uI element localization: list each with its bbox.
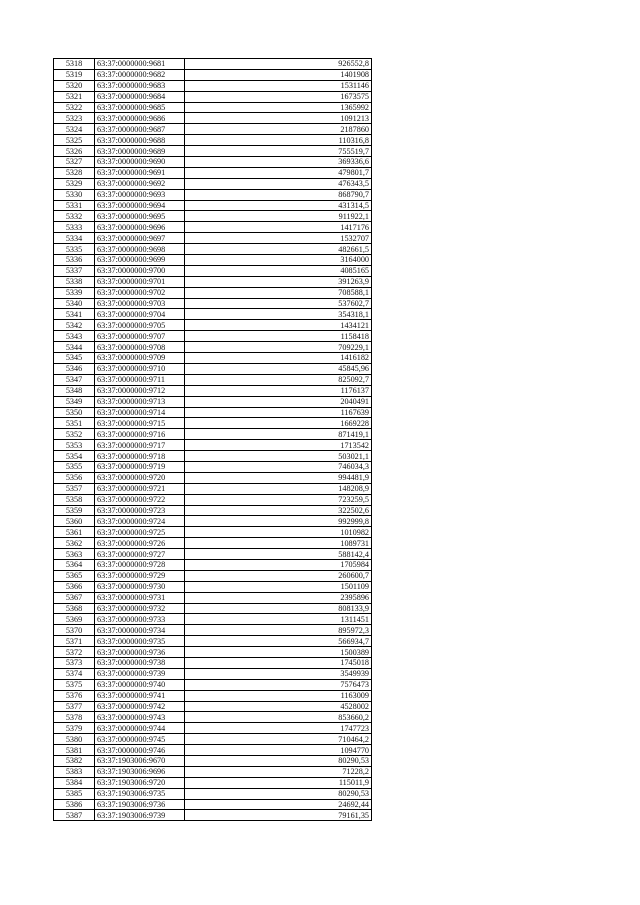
table-row [54, 756, 372, 767]
value-cell: 24692,44 [185, 799, 372, 810]
table-row [54, 538, 372, 549]
value-cell: 1091213 [185, 113, 372, 124]
cadastral-number-cell: 63:37:0000000:9722 [95, 494, 185, 505]
cadastral-number-cell: 63:37:0000000:9730 [95, 581, 185, 592]
table-row [54, 647, 372, 658]
value-cell: 871419,1 [185, 429, 372, 440]
value-cell: 1500389 [185, 647, 372, 658]
table-row [54, 668, 372, 679]
cadastral-number-cell: 63:37:0000000:9683 [95, 80, 185, 91]
row-number-cell: 5322 [54, 102, 95, 113]
value-cell: 1158418 [185, 331, 372, 342]
table-row [54, 157, 372, 168]
cadastral-number-cell: 63:37:0000000:9702 [95, 287, 185, 298]
cadastral-number-cell: 63:37:0000000:9712 [95, 385, 185, 396]
table-row [54, 625, 372, 636]
cadastral-number-cell: 63:37:0000000:9684 [95, 91, 185, 102]
value-cell: 537602,7 [185, 298, 372, 309]
value-cell: 2040491 [185, 396, 372, 407]
cadastral-number-cell: 63:37:0000000:9693 [95, 189, 185, 200]
value-cell: 110316,8 [185, 135, 372, 146]
value-cell: 1745018 [185, 657, 372, 668]
row-number-cell: 5360 [54, 516, 95, 527]
value-cell: 2395896 [185, 592, 372, 603]
value-cell: 322502,6 [185, 505, 372, 516]
cadastral-number-cell: 63:37:0000000:9690 [95, 157, 185, 168]
row-number-cell: 5374 [54, 668, 95, 679]
cadastral-number-cell: 63:37:0000000:9727 [95, 549, 185, 560]
row-number-cell: 5350 [54, 407, 95, 418]
value-cell: 80290,53 [185, 756, 372, 767]
row-number-cell: 5372 [54, 647, 95, 658]
row-number-cell: 5370 [54, 625, 95, 636]
cadastral-number-cell: 63:37:0000000:9743 [95, 712, 185, 723]
cadastral-number-cell: 63:37:1903006:9739 [95, 810, 185, 821]
table-row [54, 363, 372, 374]
table-row [54, 603, 372, 614]
table-row [54, 353, 372, 364]
row-number-cell: 5346 [54, 363, 95, 374]
value-cell: 911922,1 [185, 211, 372, 222]
row-number-cell: 5337 [54, 265, 95, 276]
cadastral-number-cell: 63:37:0000000:9691 [95, 167, 185, 178]
value-cell: 746034,3 [185, 461, 372, 472]
table-row [54, 701, 372, 712]
table-row [54, 59, 372, 70]
value-cell: 3164000 [185, 255, 372, 266]
cadastral-number-cell: 63:37:0000000:9700 [95, 265, 185, 276]
cadastral-number-cell: 63:37:0000000:9714 [95, 407, 185, 418]
value-cell: 926552,8 [185, 59, 372, 70]
cadastral-number-cell: 63:37:0000000:9742 [95, 701, 185, 712]
row-number-cell: 5362 [54, 538, 95, 549]
table-row [54, 570, 372, 581]
value-cell: 4085165 [185, 265, 372, 276]
table-row [54, 581, 372, 592]
table-row [54, 374, 372, 385]
table-row [54, 244, 372, 255]
value-cell: 1501109 [185, 581, 372, 592]
row-number-cell: 5352 [54, 429, 95, 440]
table-row [54, 810, 372, 821]
value-cell: 79161,35 [185, 810, 372, 821]
row-number-cell: 5349 [54, 396, 95, 407]
row-number-cell: 5380 [54, 734, 95, 745]
row-number-cell: 5364 [54, 559, 95, 570]
row-number-cell: 5325 [54, 135, 95, 146]
value-cell: 148208,9 [185, 483, 372, 494]
value-cell: 566934,7 [185, 636, 372, 647]
table-row [54, 472, 372, 483]
value-cell: 755519,7 [185, 146, 372, 157]
table-row [54, 331, 372, 342]
value-cell: 709229,1 [185, 342, 372, 353]
row-number-cell: 5330 [54, 189, 95, 200]
table-row [54, 527, 372, 538]
cadastral-number-cell: 63:37:0000000:9740 [95, 679, 185, 690]
value-cell: 431314,5 [185, 200, 372, 211]
value-cell: 808133,9 [185, 603, 372, 614]
row-number-cell: 5342 [54, 320, 95, 331]
cadastral-number-cell: 63:37:0000000:9698 [95, 244, 185, 255]
row-number-cell: 5327 [54, 157, 95, 168]
table-row [54, 712, 372, 723]
cadastral-number-cell: 63:37:0000000:9694 [95, 200, 185, 211]
value-cell: 853660,2 [185, 712, 372, 723]
cadastral-number-cell: 63:37:0000000:9689 [95, 146, 185, 157]
cadastral-number-cell: 63:37:0000000:9681 [95, 59, 185, 70]
row-number-cell: 5376 [54, 690, 95, 701]
table-row [54, 690, 372, 701]
value-cell: 1311451 [185, 614, 372, 625]
row-number-cell: 5373 [54, 657, 95, 668]
value-cell: 1010982 [185, 527, 372, 538]
cadastral-number-cell: 63:37:1903006:9735 [95, 788, 185, 799]
cadastral-number-cell: 63:37:0000000:9744 [95, 723, 185, 734]
table-row [54, 766, 372, 777]
table-row [54, 592, 372, 603]
value-cell: 1532707 [185, 233, 372, 244]
cadastral-number-cell: 63:37:0000000:9720 [95, 472, 185, 483]
row-number-cell: 5378 [54, 712, 95, 723]
table-row [54, 265, 372, 276]
value-cell: 723259,5 [185, 494, 372, 505]
row-number-cell: 5354 [54, 451, 95, 462]
cadastral-number-cell: 63:37:0000000:9710 [95, 363, 185, 374]
cadastral-number-cell: 63:37:0000000:9703 [95, 298, 185, 309]
cadastral-number-cell: 63:37:0000000:9735 [95, 636, 185, 647]
value-cell: 1094770 [185, 745, 372, 756]
row-number-cell: 5344 [54, 342, 95, 353]
row-number-cell: 5387 [54, 810, 95, 821]
table-row [54, 211, 372, 222]
cadastral-number-cell: 63:37:0000000:9732 [95, 603, 185, 614]
row-number-cell: 5379 [54, 723, 95, 734]
table-row [54, 679, 372, 690]
table-row [54, 189, 372, 200]
cadastral-number-cell: 63:37:1903006:9696 [95, 766, 185, 777]
table-row [54, 178, 372, 189]
row-number-cell: 5324 [54, 124, 95, 135]
value-cell: 1176137 [185, 385, 372, 396]
cadastral-number-cell: 63:37:0000000:9713 [95, 396, 185, 407]
value-cell: 1705984 [185, 559, 372, 570]
value-cell: 1531146 [185, 80, 372, 91]
value-cell: 1163009 [185, 690, 372, 701]
table-row [54, 298, 372, 309]
row-number-cell: 5355 [54, 461, 95, 472]
row-number-cell: 5341 [54, 309, 95, 320]
row-number-cell: 5386 [54, 799, 95, 810]
cadastral-number-cell: 63:37:0000000:9723 [95, 505, 185, 516]
value-cell: 1713542 [185, 440, 372, 451]
row-number-cell: 5326 [54, 146, 95, 157]
table-row [54, 102, 372, 113]
value-cell: 868790,7 [185, 189, 372, 200]
cadastral-number-cell: 63:37:0000000:9734 [95, 625, 185, 636]
row-number-cell: 5384 [54, 777, 95, 788]
row-number-cell: 5331 [54, 200, 95, 211]
row-number-cell: 5334 [54, 233, 95, 244]
row-number-cell: 5328 [54, 167, 95, 178]
table-row [54, 91, 372, 102]
row-number-cell: 5381 [54, 745, 95, 756]
row-number-cell: 5382 [54, 756, 95, 767]
cadastral-number-cell: 63:37:0000000:9724 [95, 516, 185, 527]
row-number-cell: 5345 [54, 353, 95, 364]
table-row [54, 407, 372, 418]
cadastral-number-cell: 63:37:0000000:9717 [95, 440, 185, 451]
cadastral-number-cell: 63:37:0000000:9726 [95, 538, 185, 549]
cadastral-number-cell: 63:37:0000000:9716 [95, 429, 185, 440]
row-number-cell: 5339 [54, 287, 95, 298]
row-number-cell: 5348 [54, 385, 95, 396]
row-number-cell: 5369 [54, 614, 95, 625]
table-row [54, 396, 372, 407]
value-cell: 71228,2 [185, 766, 372, 777]
table-row [54, 276, 372, 287]
table-row [54, 657, 372, 668]
value-cell: 1673575 [185, 91, 372, 102]
cadastral-number-cell: 63:37:0000000:9715 [95, 418, 185, 429]
table-row [54, 440, 372, 451]
row-number-cell: 5351 [54, 418, 95, 429]
table-row [54, 222, 372, 233]
row-number-cell: 5321 [54, 91, 95, 102]
value-cell: 2187860 [185, 124, 372, 135]
value-cell: 895972,3 [185, 625, 372, 636]
table-row [54, 80, 372, 91]
value-cell: 994481,9 [185, 472, 372, 483]
cadastral-number-cell: 63:37:0000000:9701 [95, 276, 185, 287]
cadastral-number-cell: 63:37:0000000:9719 [95, 461, 185, 472]
cadastral-number-cell: 63:37:0000000:9688 [95, 135, 185, 146]
table-row [54, 505, 372, 516]
table-row [54, 255, 372, 266]
table-row [54, 385, 372, 396]
row-number-cell: 5343 [54, 331, 95, 342]
table-row [54, 788, 372, 799]
cadastral-number-cell: 63:37:0000000:9725 [95, 527, 185, 538]
value-cell: 710464,2 [185, 734, 372, 745]
value-cell: 482661,5 [185, 244, 372, 255]
row-number-cell: 5358 [54, 494, 95, 505]
value-cell: 7576473 [185, 679, 372, 690]
row-number-cell: 5366 [54, 581, 95, 592]
table-row [54, 418, 372, 429]
value-cell: 260600,7 [185, 570, 372, 581]
cadastral-number-cell: 63:37:0000000:9697 [95, 233, 185, 244]
row-number-cell: 5319 [54, 69, 95, 80]
table-body [54, 59, 372, 821]
row-number-cell: 5338 [54, 276, 95, 287]
value-cell: 1365992 [185, 102, 372, 113]
cadastral-number-cell: 63:37:0000000:9741 [95, 690, 185, 701]
cadastral-number-cell: 63:37:0000000:9707 [95, 331, 185, 342]
cadastral-number-cell: 63:37:0000000:9733 [95, 614, 185, 625]
cadastral-number-cell: 63:37:0000000:9736 [95, 647, 185, 658]
table-row [54, 320, 372, 331]
row-number-cell: 5385 [54, 788, 95, 799]
table-row [54, 734, 372, 745]
row-number-cell: 5336 [54, 255, 95, 266]
value-cell: 115011,9 [185, 777, 372, 788]
cadastral-number-cell: 63:37:0000000:9708 [95, 342, 185, 353]
table-row [54, 549, 372, 560]
row-number-cell: 5363 [54, 549, 95, 560]
cadastral-number-cell: 63:37:0000000:9686 [95, 113, 185, 124]
cadastral-number-cell: 63:37:0000000:9685 [95, 102, 185, 113]
value-cell: 503021,1 [185, 451, 372, 462]
cadastral-number-cell: 63:37:1903006:9720 [95, 777, 185, 788]
value-cell: 1417176 [185, 222, 372, 233]
row-number-cell: 5371 [54, 636, 95, 647]
table-row [54, 167, 372, 178]
cadastral-number-cell: 63:37:0000000:9739 [95, 668, 185, 679]
table-row [54, 723, 372, 734]
row-number-cell: 5347 [54, 374, 95, 385]
table-row [54, 69, 372, 80]
cadastral-number-cell: 63:37:0000000:9731 [95, 592, 185, 603]
row-number-cell: 5318 [54, 59, 95, 70]
row-number-cell: 5357 [54, 483, 95, 494]
cadastral-number-cell: 63:37:0000000:9695 [95, 211, 185, 222]
row-number-cell: 5333 [54, 222, 95, 233]
table-row [54, 777, 372, 788]
value-cell: 992999,8 [185, 516, 372, 527]
value-cell: 479801,7 [185, 167, 372, 178]
cadastral-number-cell: 63:37:0000000:9718 [95, 451, 185, 462]
value-cell: 3549939 [185, 668, 372, 679]
row-number-cell: 5359 [54, 505, 95, 516]
row-number-cell: 5375 [54, 679, 95, 690]
cadastral-number-cell: 63:37:0000000:9721 [95, 483, 185, 494]
value-cell: 1434121 [185, 320, 372, 331]
table-row [54, 559, 372, 570]
row-number-cell: 5323 [54, 113, 95, 124]
row-number-cell: 5329 [54, 178, 95, 189]
row-number-cell: 5368 [54, 603, 95, 614]
table-row [54, 494, 372, 505]
row-number-cell: 5335 [54, 244, 95, 255]
table-row [54, 342, 372, 353]
row-number-cell: 5320 [54, 80, 95, 91]
row-number-cell: 5383 [54, 766, 95, 777]
row-number-cell: 5377 [54, 701, 95, 712]
cadastral-number-cell: 63:37:0000000:9709 [95, 353, 185, 364]
table-row [54, 287, 372, 298]
table-row [54, 309, 372, 320]
row-number-cell: 5367 [54, 592, 95, 603]
table-row [54, 636, 372, 647]
value-cell: 1401908 [185, 69, 372, 80]
cadastral-number-cell: 63:37:0000000:9745 [95, 734, 185, 745]
value-cell: 476343,5 [185, 178, 372, 189]
row-number-cell: 5365 [54, 570, 95, 581]
table-row [54, 200, 372, 211]
cadastral-number-cell: 63:37:0000000:9704 [95, 309, 185, 320]
value-cell: 391263,9 [185, 276, 372, 287]
cadastral-number-cell: 63:37:0000000:9692 [95, 178, 185, 189]
value-cell: 354318,1 [185, 309, 372, 320]
cadastral-number-cell: 63:37:0000000:9711 [95, 374, 185, 385]
row-number-cell: 5356 [54, 472, 95, 483]
value-cell: 708588,1 [185, 287, 372, 298]
row-number-cell: 5353 [54, 440, 95, 451]
value-cell: 45845,96 [185, 363, 372, 374]
table-row [54, 461, 372, 472]
cadastral-number-cell: 63:37:1903006:9670 [95, 756, 185, 767]
value-cell: 1167639 [185, 407, 372, 418]
table-row [54, 429, 372, 440]
table-row [54, 233, 372, 244]
table-row [54, 483, 372, 494]
cadastral-number-cell: 63:37:0000000:9738 [95, 657, 185, 668]
table-row [54, 146, 372, 157]
value-cell: 4528002 [185, 701, 372, 712]
cadastral-number-cell: 63:37:0000000:9696 [95, 222, 185, 233]
cadastral-value-table [53, 58, 372, 821]
table-row [54, 614, 372, 625]
cadastral-number-cell: 63:37:0000000:9746 [95, 745, 185, 756]
value-cell: 1089731 [185, 538, 372, 549]
table-row [54, 451, 372, 462]
table-row [54, 113, 372, 124]
table-row [54, 135, 372, 146]
cadastral-number-cell: 63:37:0000000:9705 [95, 320, 185, 331]
row-number-cell: 5361 [54, 527, 95, 538]
table-row [54, 516, 372, 527]
value-cell: 825092,7 [185, 374, 372, 385]
cadastral-number-cell: 63:37:0000000:9729 [95, 570, 185, 581]
row-number-cell: 5340 [54, 298, 95, 309]
value-cell: 1747723 [185, 723, 372, 734]
table-row [54, 745, 372, 756]
row-number-cell: 5332 [54, 211, 95, 222]
cadastral-number-cell: 63:37:0000000:9682 [95, 69, 185, 80]
cadastral-number-cell: 63:37:0000000:9728 [95, 559, 185, 570]
cadastral-number-cell: 63:37:0000000:9699 [95, 255, 185, 266]
value-cell: 1669228 [185, 418, 372, 429]
table-row [54, 799, 372, 810]
cadastral-number-cell: 63:37:1903006:9736 [95, 799, 185, 810]
value-cell: 588142,4 [185, 549, 372, 560]
value-cell: 1416182 [185, 353, 372, 364]
value-cell: 369336,6 [185, 157, 372, 168]
cadastral-number-cell: 63:37:0000000:9687 [95, 124, 185, 135]
table-row [54, 124, 372, 135]
value-cell: 80290,53 [185, 788, 372, 799]
